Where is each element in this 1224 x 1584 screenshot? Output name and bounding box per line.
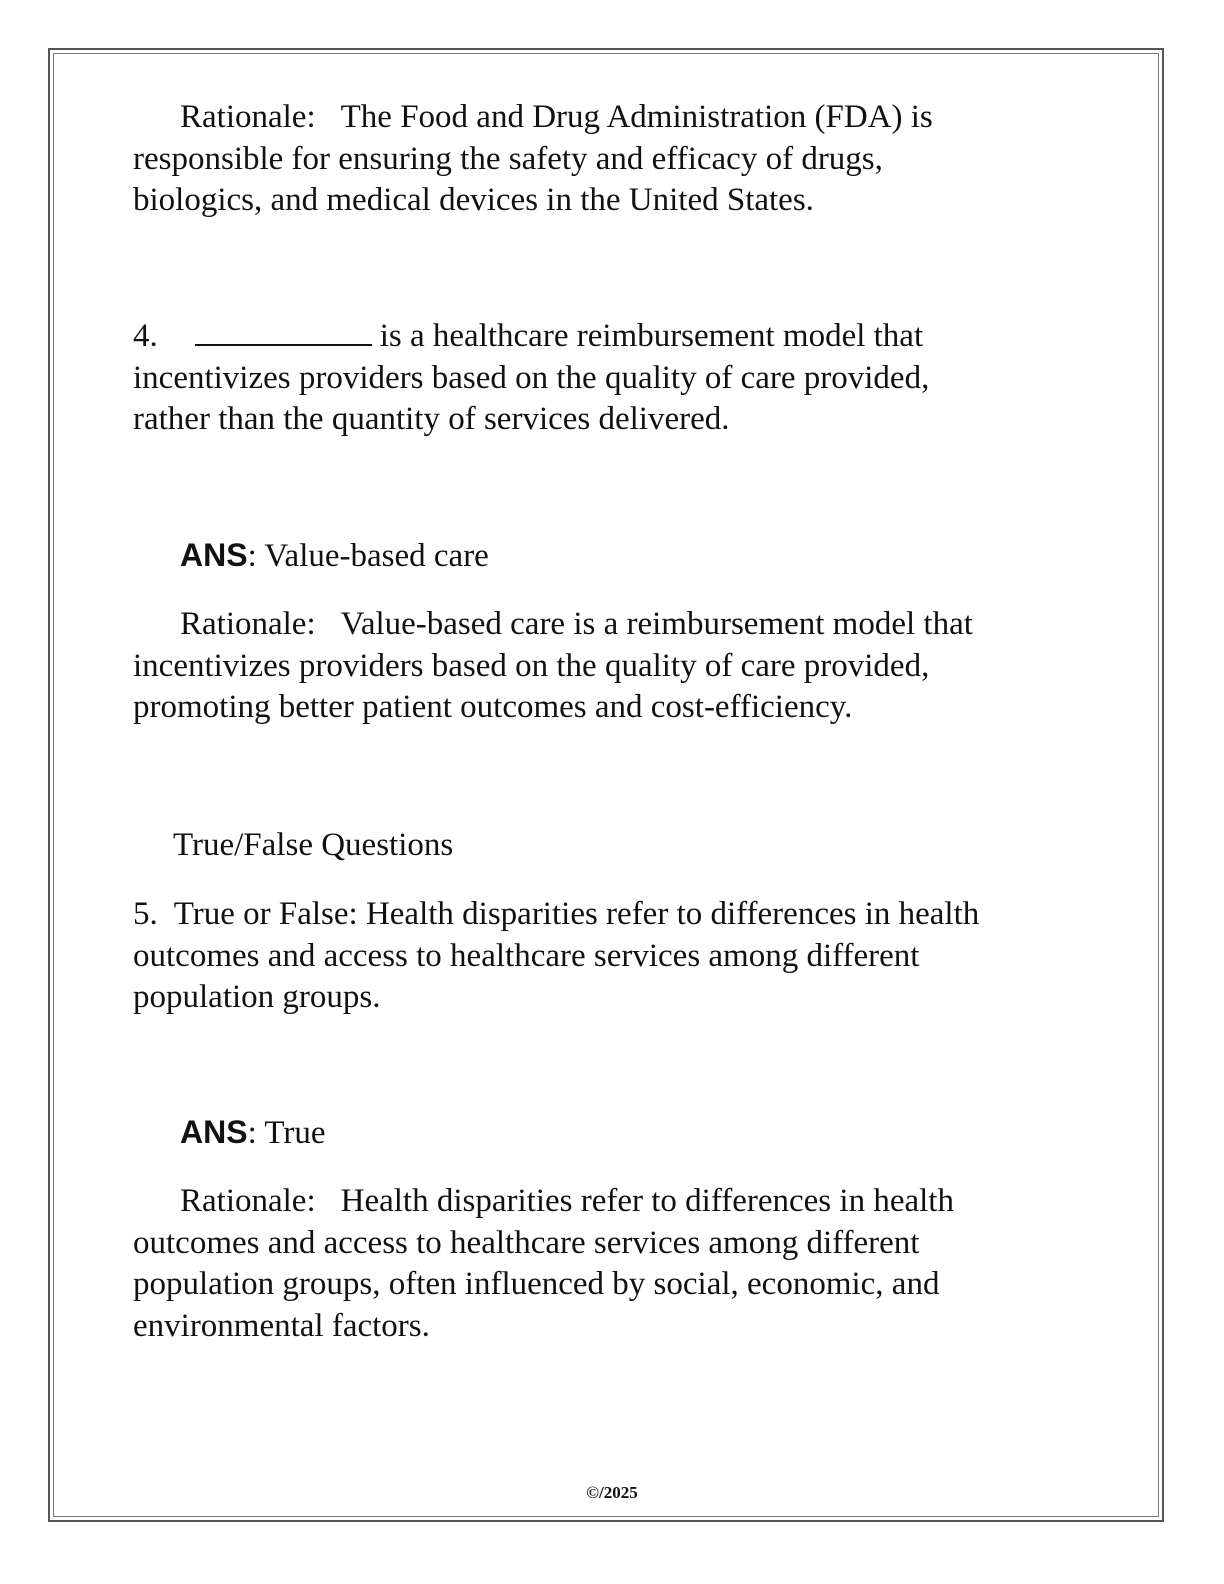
rationale-text: biologics, and medical devices in the United States. <box>133 182 814 218</box>
answer-4 <box>133 535 1093 578</box>
question-text: rather than the quantity of services delivered. <box>133 401 730 437</box>
question-text: incentivizes providers based on the quality of care provided, <box>133 359 930 396</box>
rationale-text: environmental factors. <box>133 1307 430 1344</box>
answer-value: : Value-based care <box>247 538 489 574</box>
copyright-footer: ©/2025 <box>586 1483 638 1502</box>
question-text: True or False: Health disparities refer to differences in health <box>173 896 980 932</box>
fill-in-blank <box>195 322 372 346</box>
rationale-text: population groups, often influenced by social, economic, and <box>133 1266 940 1302</box>
answer-value: : True <box>247 1115 326 1151</box>
rationale-text: responsible for ensuring the safety and efficacy of drugs, <box>133 140 883 177</box>
rationale-text: incentivizes providers based on the quality of care provided, <box>133 647 930 684</box>
answer-label: ANS <box>180 537 248 573</box>
rationale-fda <box>133 97 1093 222</box>
question-text: population groups. <box>133 979 381 1015</box>
rationale-label: Rationale: <box>180 1183 316 1219</box>
question-text: is a healthcare reimbursement model that <box>379 318 924 354</box>
section-heading: True/False Questions <box>173 827 454 863</box>
rationale-text: outcomes and access to healthcare services among different <box>133 1224 920 1261</box>
question-number: 5. <box>133 896 158 932</box>
question-5 <box>133 894 1093 1019</box>
rationale-label: Rationale: <box>180 99 316 135</box>
rationale-5 <box>133 1181 1093 1347</box>
rationale-text: Value-based care is a reimbursement model that <box>340 606 973 642</box>
question-text: outcomes and access to healthcare services among different <box>133 937 920 974</box>
rationale-label: Rationale: <box>180 606 316 642</box>
question-4 <box>133 316 1093 441</box>
answer-5 <box>133 1112 1093 1155</box>
rationale-text: Health disparities refer to differences in health <box>340 1183 954 1219</box>
rationale-text: The Food and Drug Administration (FDA) is <box>340 99 933 135</box>
rationale-4 <box>133 604 1093 729</box>
rationale-text: promoting better patient outcomes and cost-efficiency. <box>133 689 853 725</box>
question-number: 4. <box>133 318 158 354</box>
answer-label: ANS <box>180 1114 248 1150</box>
